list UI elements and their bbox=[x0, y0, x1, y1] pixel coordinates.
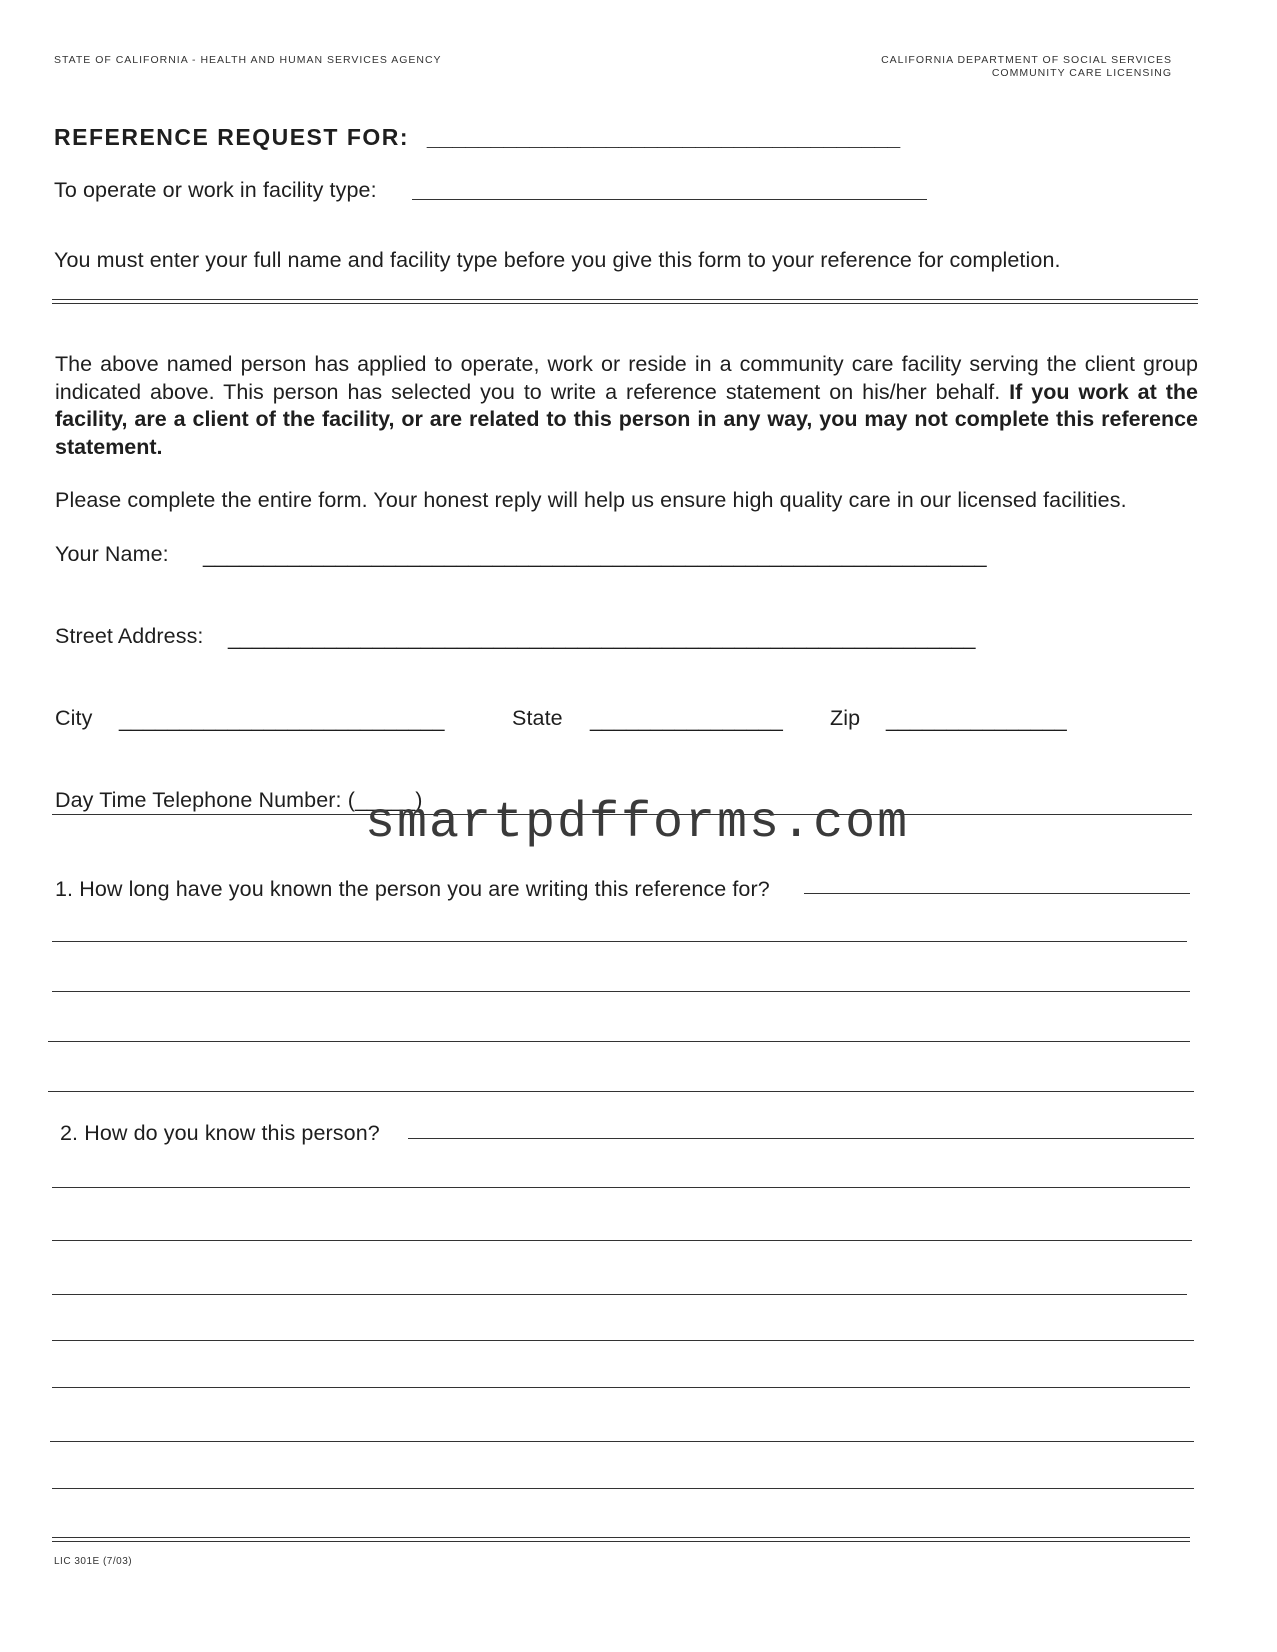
your-name-field[interactable]: _________________________________________________________________ bbox=[203, 544, 987, 568]
instruction-text: You must enter your full name and facility type before you give this form to your reference for completion. bbox=[54, 248, 1061, 272]
q2-answer-line[interactable] bbox=[52, 1340, 1194, 1341]
facility-type-label: To operate or work in facility type: bbox=[54, 178, 377, 202]
q2-answer-line[interactable] bbox=[52, 1387, 1190, 1388]
applicant-name-blank[interactable]: _____________________________________ bbox=[426, 124, 901, 150]
department-header bbox=[881, 54, 1172, 79]
q2-answer-line[interactable] bbox=[50, 1441, 1194, 1442]
form-number: LIC 301E (7/03) bbox=[54, 1556, 133, 1567]
intro-paragraph bbox=[55, 351, 1198, 461]
question-1: 1. How long have you known the person you are writing this reference for? bbox=[55, 877, 770, 901]
city-label: City bbox=[55, 706, 93, 730]
title-text: REFERENCE REQUEST FOR: bbox=[54, 124, 410, 150]
please-complete-text: Please complete the entire form. Your honest reply will help us ensure high quality care in our licensed facilities. bbox=[55, 488, 1127, 512]
footer-divider bbox=[52, 1541, 1190, 1542]
q1-answer-line[interactable] bbox=[52, 941, 1187, 942]
state-label: State bbox=[512, 706, 563, 730]
q1-answer-line[interactable] bbox=[804, 893, 1190, 894]
licensing-line: COMMUNITY CARE LICENSING bbox=[991, 67, 1172, 79]
question-2: 2. How do you know this person? bbox=[60, 1121, 380, 1145]
q1-answer-line[interactable] bbox=[48, 1091, 1194, 1092]
watermark-text: smartpdfforms.com bbox=[365, 795, 910, 852]
intro-bold: If you work at the facility, are a client of the facility, or are related to this person in any way, you may not complete this reference statement. bbox=[55, 379, 1198, 459]
state-field[interactable]: ________________ bbox=[590, 708, 783, 732]
zip-field[interactable]: _______________ bbox=[886, 708, 1067, 732]
intro-normal: The above named person has applied to operate, work or reside in a community care facility serving the client group indicated above. This person has selected you to write a reference statement on his/her behalf. bbox=[55, 352, 1198, 404]
street-address-field[interactable]: ______________________________________________________________ bbox=[228, 626, 976, 650]
street-address-label: Street Address: bbox=[55, 624, 204, 648]
divider bbox=[52, 303, 1198, 304]
q1-answer-line[interactable] bbox=[52, 991, 1190, 992]
phone-label: Day Time Telephone Number: (_____) bbox=[55, 788, 423, 812]
department-line: CALIFORNIA DEPARTMENT OF SOCIAL SERVICES bbox=[881, 54, 1172, 66]
page-title bbox=[54, 124, 900, 151]
q2-answer-line[interactable] bbox=[52, 1294, 1187, 1295]
q2-answer-line[interactable] bbox=[408, 1138, 1194, 1139]
q2-answer-line[interactable] bbox=[52, 1488, 1194, 1489]
zip-label: Zip bbox=[830, 706, 861, 730]
city-field[interactable]: ___________________________ bbox=[119, 708, 445, 732]
facility-type-field[interactable] bbox=[412, 199, 927, 200]
q1-answer-line[interactable] bbox=[48, 1041, 1190, 1042]
agency-header: STATE OF CALIFORNIA - HEALTH AND HUMAN SERVICES AGENCY bbox=[54, 54, 442, 66]
divider bbox=[52, 299, 1198, 300]
footer-divider bbox=[52, 1537, 1190, 1538]
your-name-label: Your Name: bbox=[55, 542, 169, 566]
q2-answer-line[interactable] bbox=[52, 1187, 1190, 1188]
q2-answer-line[interactable] bbox=[52, 1240, 1192, 1241]
